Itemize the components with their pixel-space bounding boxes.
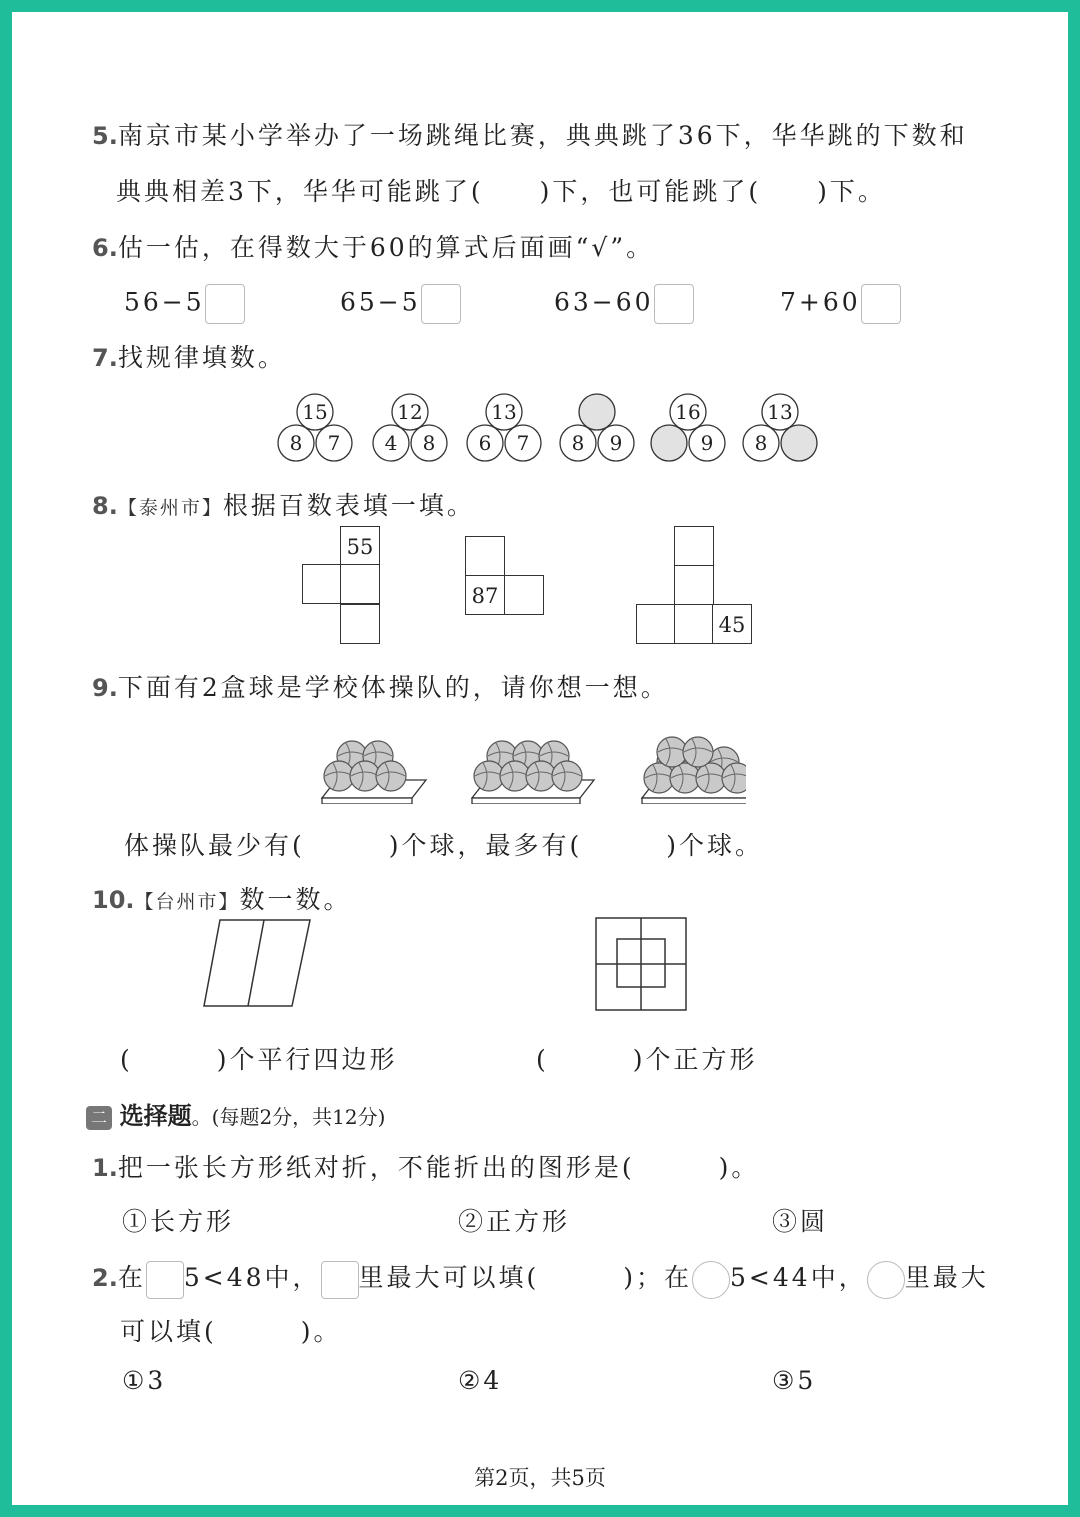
q8-grid3-cell-45: 45: [712, 604, 752, 644]
c2-question-line2: 可以填( )。: [120, 1317, 342, 1346]
q6-expr-text-3: 63−60: [554, 287, 654, 317]
q6-expression-4: [780, 284, 901, 324]
section2-number-icon: 二: [86, 1106, 112, 1130]
q5-number: 5.: [92, 122, 118, 150]
section2-header: [86, 1096, 385, 1131]
c2-question-line1: [92, 1258, 989, 1299]
q7-text: 找规律填数。: [117, 343, 286, 372]
q9-text: 下面有2盒球是学校体操队的，请你想一想。: [117, 673, 669, 702]
q6-question: [92, 228, 654, 264]
q5-text-line2: 典典相差3下，华华可能跳了( )下，也可能跳了( )下。: [116, 177, 886, 206]
c1-question: [92, 1148, 759, 1184]
q10-number: 10.: [92, 886, 135, 914]
c2-text-part2: 5<48中，: [183, 1263, 321, 1292]
q7-question: [92, 338, 286, 374]
q7-top-circle-number: 12: [397, 400, 423, 424]
section2-note: 。(每题2分，共12分): [191, 1105, 386, 1129]
q10-region-tag: 【台州市】: [134, 891, 240, 913]
q7-left-circle-number: 8: [289, 431, 303, 455]
c2-option-1[interactable]: ①3: [122, 1366, 167, 1395]
q9-question: [92, 668, 669, 704]
q8-grid1-cell-55: 55: [340, 526, 380, 566]
ball-tray-base: [472, 798, 580, 804]
q8-grid2-cell[interactable]: [465, 536, 505, 576]
q9-answer-line: 体操队最少有( )个球，最多有( )个球。: [124, 831, 764, 860]
nested-squares-figure: [594, 916, 690, 1014]
q7-number: 7.: [92, 344, 118, 372]
q7-top-circle-number: 15: [302, 400, 328, 424]
q6-answer-box-1[interactable]: [205, 284, 245, 324]
c2-text-part3: 里最大可以填( )；在: [358, 1263, 693, 1292]
q7-top-circle-number: 16: [675, 400, 701, 424]
q8-grid3-cell[interactable]: [636, 604, 676, 644]
q6-expr-text-4: 7+60: [780, 287, 861, 317]
ball-icon: [552, 761, 582, 791]
ball-icon: [683, 737, 713, 767]
c1-option-2[interactable]: ②正方形: [458, 1207, 571, 1236]
q6-answer-box-3[interactable]: [654, 284, 694, 324]
q8-number: 8.: [92, 492, 118, 520]
q7-left-circle-number: 6: [478, 431, 492, 455]
q8-grid1-cell[interactable]: [302, 564, 342, 604]
q7-left-circle-blank[interactable]: [651, 425, 687, 461]
q7-right-circle-number: 7: [327, 431, 341, 455]
q8-grid1-cell[interactable]: [340, 604, 380, 644]
q8-grid1-cell[interactable]: [340, 564, 380, 604]
q9-number: 9.: [92, 674, 118, 702]
q6-number: 6.: [92, 234, 118, 262]
q6-answer-box-4[interactable]: [861, 284, 901, 324]
q7-left-circle-number: 4: [384, 431, 398, 455]
c1-option-1[interactable]: ①长方形: [122, 1207, 235, 1236]
c2-text-part5: 里最大: [904, 1263, 989, 1292]
c1-number: 1.: [92, 1154, 118, 1182]
ball-icon: [722, 763, 746, 793]
c2-circle-blank-1[interactable]: [692, 1261, 730, 1299]
q6-expression-3: [554, 284, 694, 324]
q8-grid3-cell[interactable]: [674, 565, 714, 605]
c2-text-part1: 在: [117, 1263, 146, 1292]
parallelogram-figure: [202, 918, 312, 1010]
c1-text: 把一张长方形纸对折，不能折出的图形是( )。: [117, 1153, 760, 1182]
q6-answer-box-2[interactable]: [421, 284, 461, 324]
q6-expr-text-1: 56−5: [124, 287, 205, 317]
section2-title: 选择题: [119, 1102, 192, 1130]
q7-right-circle-number: 8: [422, 431, 436, 455]
q7-right-circle-number: 9: [700, 431, 714, 455]
q7-circle-patterns: [252, 392, 822, 464]
q5-text-line1: 南京市某小学举办了一场跳绳比赛，典典跳了36下，华华跳的下数和: [117, 121, 968, 150]
q8-region-tag: 【泰州市】: [117, 497, 223, 519]
q10-text: 数一数。: [239, 885, 352, 914]
q8-grid3-cell[interactable]: [674, 526, 714, 566]
q10-answer-squares: ( )个正方形: [536, 1045, 758, 1074]
q6-text: 估一估，在得数大于60的算式后面画“√”。: [117, 233, 655, 262]
ball-tray-base: [642, 798, 746, 804]
c1-option-3[interactable]: ③圆: [772, 1207, 829, 1236]
c2-number: 2.: [92, 1264, 118, 1292]
q7-top-circle-number: 13: [491, 400, 517, 424]
q10-answer-parallelograms: ( )个平行四边形: [120, 1045, 398, 1074]
q8-question: [92, 486, 475, 522]
q9-ball-boxes: [296, 720, 746, 804]
q6-expr-text-2: 65−5: [340, 287, 421, 317]
q7-left-circle-number: 8: [571, 431, 585, 455]
q10-question: [92, 880, 352, 916]
worksheet-page: [12, 12, 1068, 1505]
c2-square-blank-2[interactable]: [321, 1261, 359, 1299]
c2-text-part4: 5<44中，: [730, 1263, 867, 1292]
q8-grid2-cell[interactable]: [504, 575, 544, 615]
q7-right-circle-number: 7: [516, 431, 530, 455]
page-footer: 第2页，共5页: [474, 1466, 606, 1490]
q5-line1: [92, 116, 968, 152]
q6-expression-2: [340, 284, 461, 324]
c2-circle-blank-2[interactable]: [867, 1261, 905, 1299]
q7-top-circle-number: 13: [767, 400, 793, 424]
q7-right-circle-blank[interactable]: [781, 425, 817, 461]
q8-grid2-cell-87: 87: [465, 575, 505, 615]
ball-tray-base: [322, 798, 412, 804]
ball-icon: [376, 761, 406, 791]
q6-expression-1: [124, 284, 245, 324]
q8-text: 根据百数表填一填。: [222, 491, 475, 520]
c2-option-3[interactable]: ③5: [772, 1366, 817, 1395]
q7-right-circle-number: 9: [609, 431, 623, 455]
q7-top-circle-blank[interactable]: [579, 394, 615, 430]
q7-left-circle-number: 8: [754, 431, 768, 455]
c2-option-2[interactable]: ②4: [458, 1366, 503, 1395]
c2-square-blank-1[interactable]: [146, 1261, 184, 1299]
q8-grid3-cell[interactable]: [674, 604, 714, 644]
